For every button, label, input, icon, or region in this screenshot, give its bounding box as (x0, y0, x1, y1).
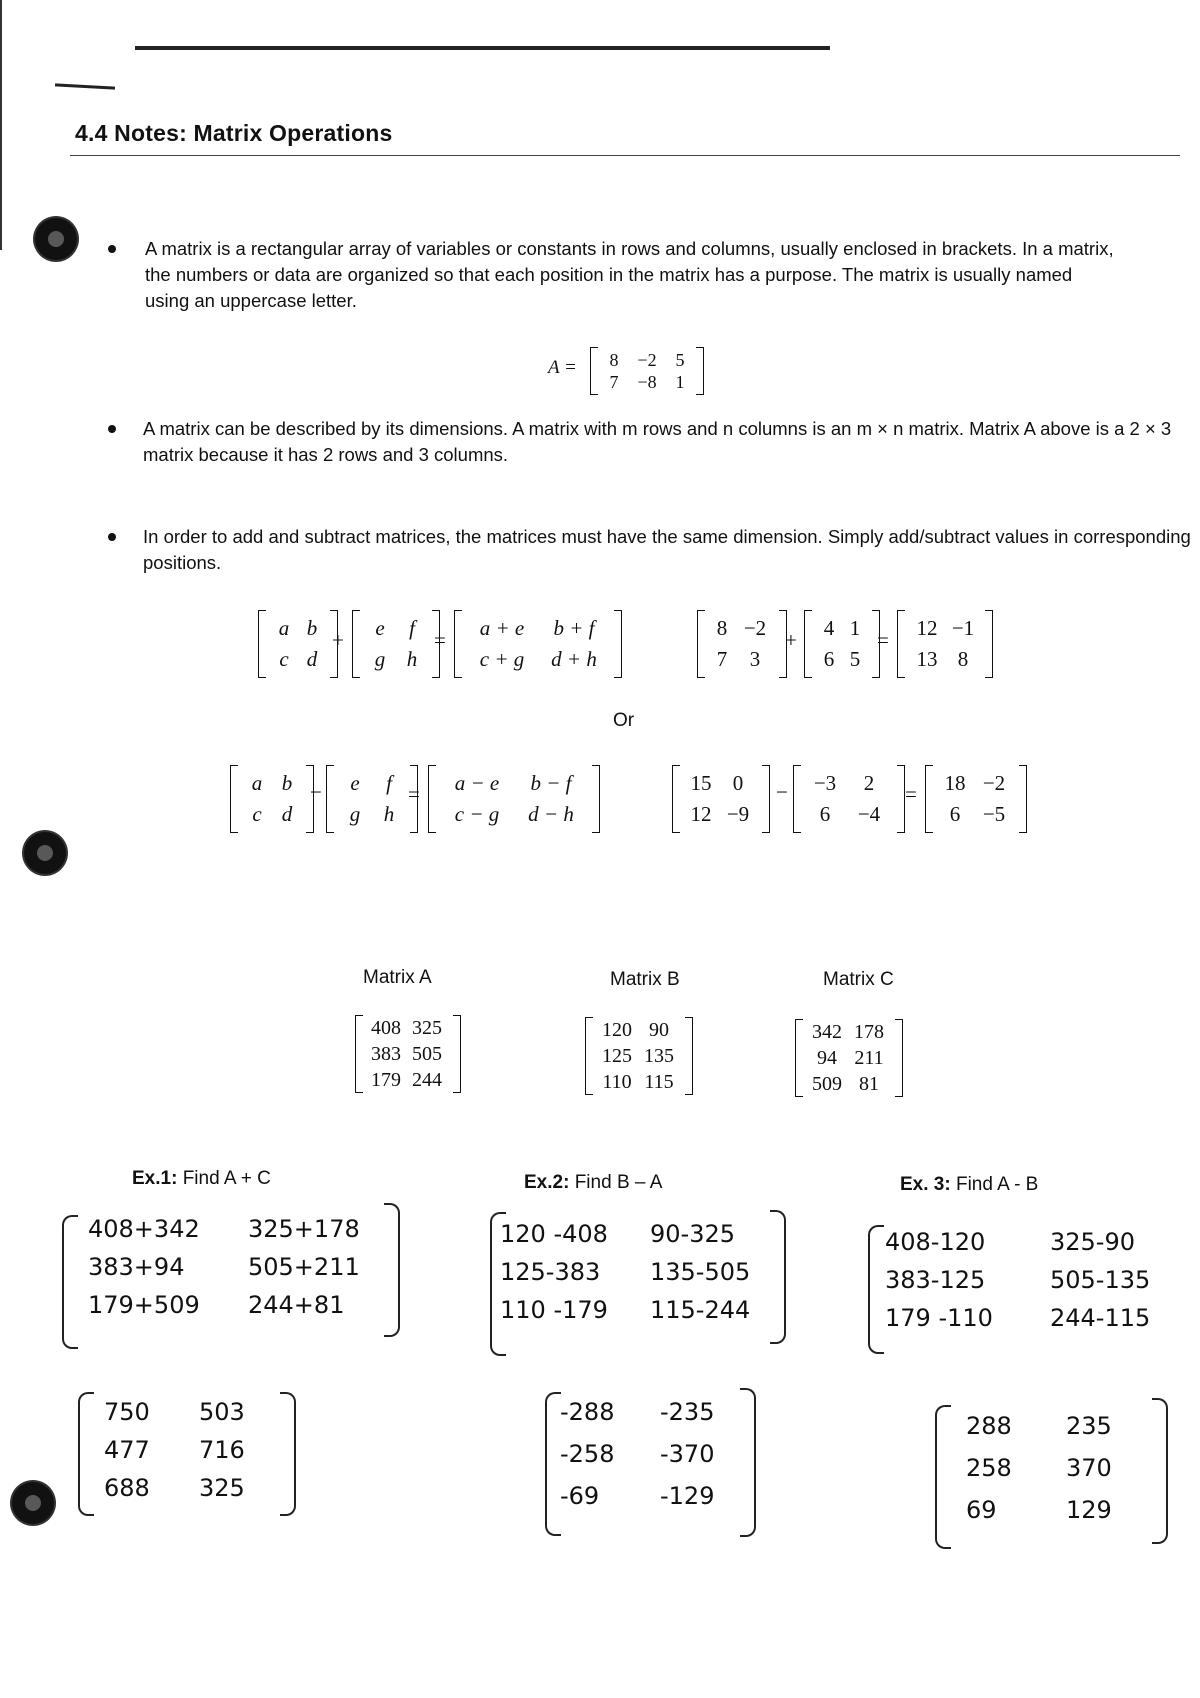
or-label: Or (613, 710, 635, 731)
plus-sign: + (332, 628, 344, 652)
example-3-label: Ex. 3: Find A - B (900, 1174, 1039, 1195)
page-title: 4.4 Notes: Matrix Operations (75, 120, 393, 146)
ex2-work: 120 -408 90-325 125-383 135-505 110 -179 115-244 (500, 1220, 751, 1324)
equals-sign: = (877, 628, 889, 652)
bullet-matrix-dimensions: A matrix can be described by its dimensions. A matrix with m rows and n columns is an m × n matrix. Matrix A above is a 2 × 3 matrix because it has 2 rows and 3 columns. (143, 418, 1172, 465)
ex2-answer: -288 -235 -258 -370 -69 -129 (560, 1398, 715, 1510)
matrix-c: 342 178 94 211 509 81 (795, 1019, 903, 1097)
sub-general-m1: a b c d (230, 765, 314, 833)
bullet-dot (108, 425, 116, 433)
hole-punch-bottom (12, 1482, 54, 1524)
matrix-a: 408 325 383 505 179 244 (355, 1015, 461, 1093)
add-numeric-m2: 4 1 6 5 (804, 610, 880, 678)
bullet-matrix-definition: A matrix is a rectangular array of variables or constants in rows and columns, usually enclosed in brackets. In a matrix, the numbers or data are organized so that each position in the matrix has a purpose. The matrix is usually named using an uppercase letter. (145, 238, 1114, 311)
minus-sign: − (776, 780, 788, 804)
ex3-answer: 288 235 258 370 69 129 (966, 1412, 1112, 1524)
sub-general-m2: e f g h (326, 765, 418, 833)
example-1-label: Ex.1: Find A + C (132, 1168, 271, 1189)
ex1-answer: 750 503 477 716 688 325 (104, 1398, 245, 1502)
example-2-label: Ex.2: Find B – A (524, 1172, 663, 1193)
add-general-m1: a b c d (258, 610, 338, 678)
bullet-add-subtract: In order to add and subtract matrices, the matrices must have the same dimension. Simply add/subtract values in corresponding positions. (143, 526, 1191, 573)
example-matrix: 8 −2 5 7 −8 1 (590, 347, 704, 395)
matrix-b: 120 90 125 135 110 115 (585, 1017, 693, 1095)
handwritten-bracket (78, 1392, 94, 1516)
add-numeric-m1: 8 −2 7 3 (697, 610, 787, 678)
handwritten-bracket (935, 1405, 951, 1549)
minus-sign: − (310, 780, 322, 804)
equals-sign: = (905, 782, 917, 806)
sub-numeric-result: 18 −2 6 −5 (925, 765, 1027, 833)
example-matrix-name: A = (548, 357, 577, 378)
scan-left-edge (0, 0, 2, 250)
hole-punch-top (35, 218, 77, 260)
handwritten-bracket (740, 1388, 756, 1537)
add-numeric-result: 12 −1 13 8 (897, 610, 993, 678)
equals-sign: = (434, 628, 446, 652)
plus-sign: + (785, 628, 797, 652)
ex1-work: 408+342 325+178 383+94 505+211 179+509 244+81 (88, 1215, 360, 1319)
matrix-a-label: Matrix A (363, 967, 432, 988)
hole-punch-middle (24, 832, 66, 874)
bullet-dot (108, 533, 116, 541)
matrix-b-label: Matrix B (610, 969, 680, 990)
handwritten-bracket (62, 1215, 78, 1349)
matrix-c-label: Matrix C (823, 969, 894, 990)
ex3-work: 408-120 325-90 383-125 505-135 179 -110 244-115 (885, 1228, 1151, 1332)
bullet-dot (108, 245, 116, 253)
handwritten-bracket (1152, 1398, 1168, 1544)
add-general-m2: e f g h (352, 610, 440, 678)
add-general-result: a + e b + f c + g d + h (454, 610, 622, 678)
scan-dash (55, 83, 115, 89)
scan-top-line (135, 46, 830, 50)
title-underline (70, 155, 1180, 156)
sub-numeric-m2: −3 2 6 −4 (793, 765, 905, 833)
handwritten-bracket (280, 1392, 296, 1516)
handwritten-bracket (545, 1392, 561, 1536)
sub-numeric-m1: 15 0 12 −9 (672, 765, 770, 833)
sub-general-result: a − e b − f c − g d − h (428, 765, 600, 833)
equals-sign: = (408, 782, 420, 806)
handwritten-bracket (868, 1225, 884, 1354)
